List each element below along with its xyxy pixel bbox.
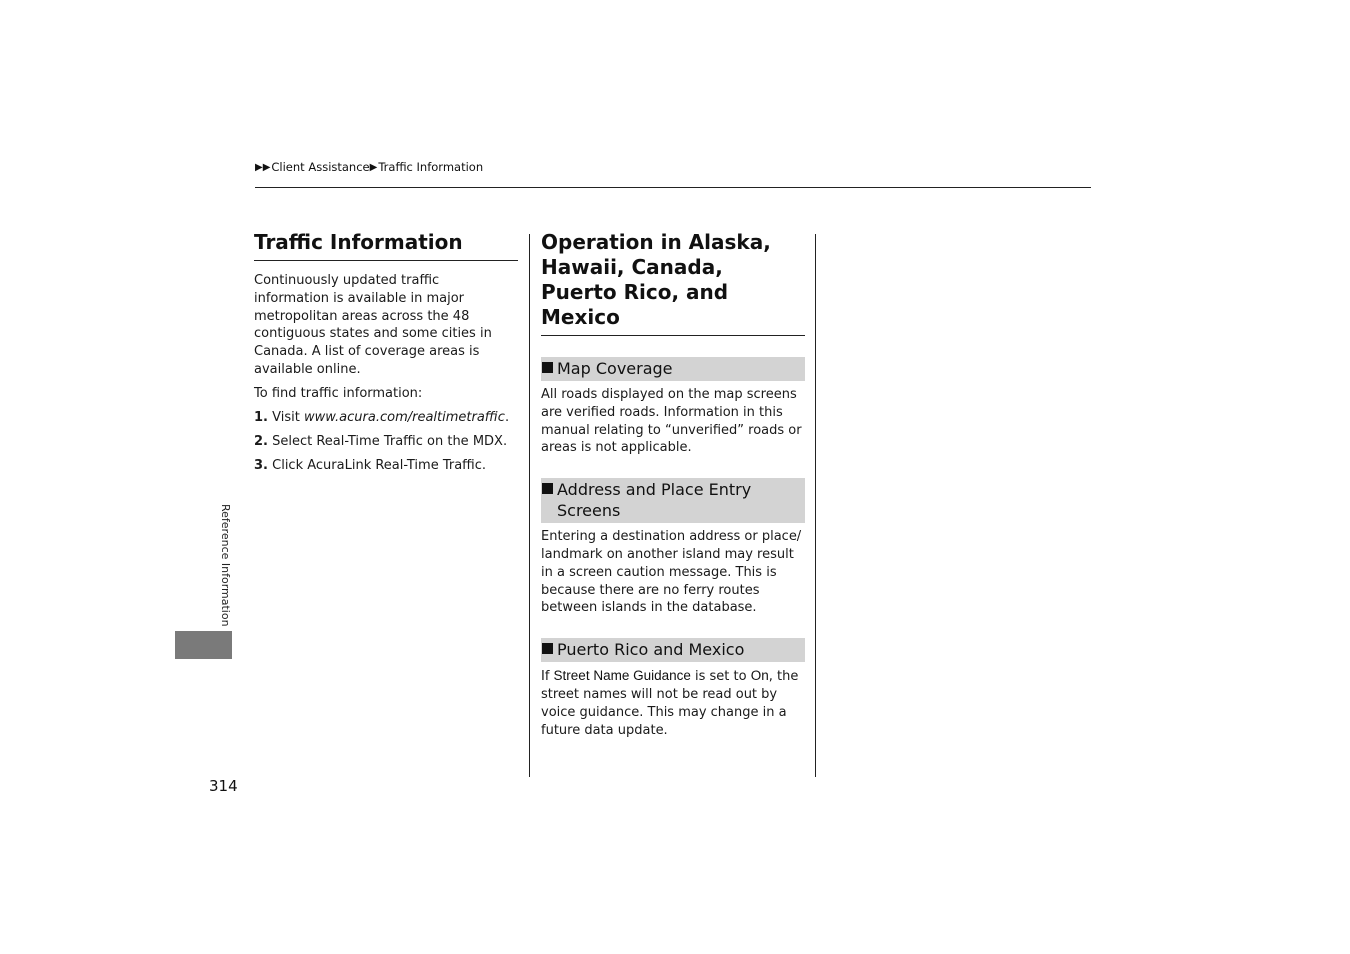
header-divider <box>255 187 1091 188</box>
section-heading-label: Map Coverage <box>557 359 673 378</box>
step-1 <box>254 409 518 427</box>
section-heading-label: Address and Place Entry Screens <box>557 480 752 521</box>
traffic-intro-text: Continuously updated traffic information is available in major metropolitan areas across the 48 contiguous states and some cities in Canada. A list of coverage areas is available online. <box>254 273 492 377</box>
text-part: , the street names will not be read out by voice guidance. This may change in a future data update. <box>541 669 799 738</box>
map-coverage-text: All roads displayed on the map screens are verified roads. Information in this manual relating to “unverified” roads or areas is not applicable. <box>541 387 802 456</box>
puerto-rico-mexico-heading <box>541 638 805 662</box>
step-2 <box>254 433 518 451</box>
step-suffix: . <box>504 409 510 425</box>
text-part: If <box>541 669 554 685</box>
column-divider-left <box>529 234 530 777</box>
step-3 <box>254 457 518 475</box>
address-entry-heading <box>541 478 805 523</box>
breadcrumb-arrow-icon: ▶▶ <box>255 161 271 173</box>
breadcrumb <box>255 160 483 174</box>
step-number: 1. <box>254 409 268 425</box>
section-square-icon <box>542 483 553 494</box>
section-square-icon <box>542 362 553 373</box>
section-square-icon <box>542 643 553 654</box>
setting-value-on: On <box>750 668 769 684</box>
traffic-information-title: Traffic Information <box>254 230 518 261</box>
address-entry-text: Entering a destination address or place/ landmark on another island may result in a screen caution message. This is because there are no ferry routes between islands in the database. <box>541 529 802 616</box>
column-divider-right <box>815 234 816 777</box>
breadcrumb-item-client-assistance[interactable]: Client Assistance <box>271 160 370 174</box>
left-column <box>254 230 518 475</box>
operation-regions-title: Operation in Alaska, Hawaii, Canada, Puerto Rico, and Mexico <box>541 230 805 336</box>
step-text: Visit <box>272 409 304 425</box>
section-heading-label: Puerto Rico and Mexico <box>557 640 745 660</box>
section-tab-marker <box>175 631 232 659</box>
step-text: Select Real-Time Traffic on the MDX. <box>272 433 508 449</box>
page-number: 314 <box>209 777 238 795</box>
traffic-url-link[interactable]: www.acura.com/realtimetraffic <box>303 409 505 425</box>
section-tab-label: Reference Information <box>219 504 232 627</box>
breadcrumb-item-traffic-information[interactable]: Traffic Information <box>378 160 484 174</box>
text-part: is set to <box>690 669 751 685</box>
step-number: 2. <box>254 433 268 449</box>
map-coverage-heading <box>541 357 805 381</box>
step-text: Click AcuraLink Real-Time Traffic. <box>272 457 487 473</box>
breadcrumb-separator-icon: ▶ <box>369 161 378 173</box>
traffic-lead-text: To find traffic information: <box>254 385 423 401</box>
street-name-guidance-setting: Street Name Guidance <box>553 668 691 684</box>
puerto-rico-mexico-text <box>541 667 805 739</box>
right-column <box>541 230 805 739</box>
step-number: 3. <box>254 457 268 473</box>
